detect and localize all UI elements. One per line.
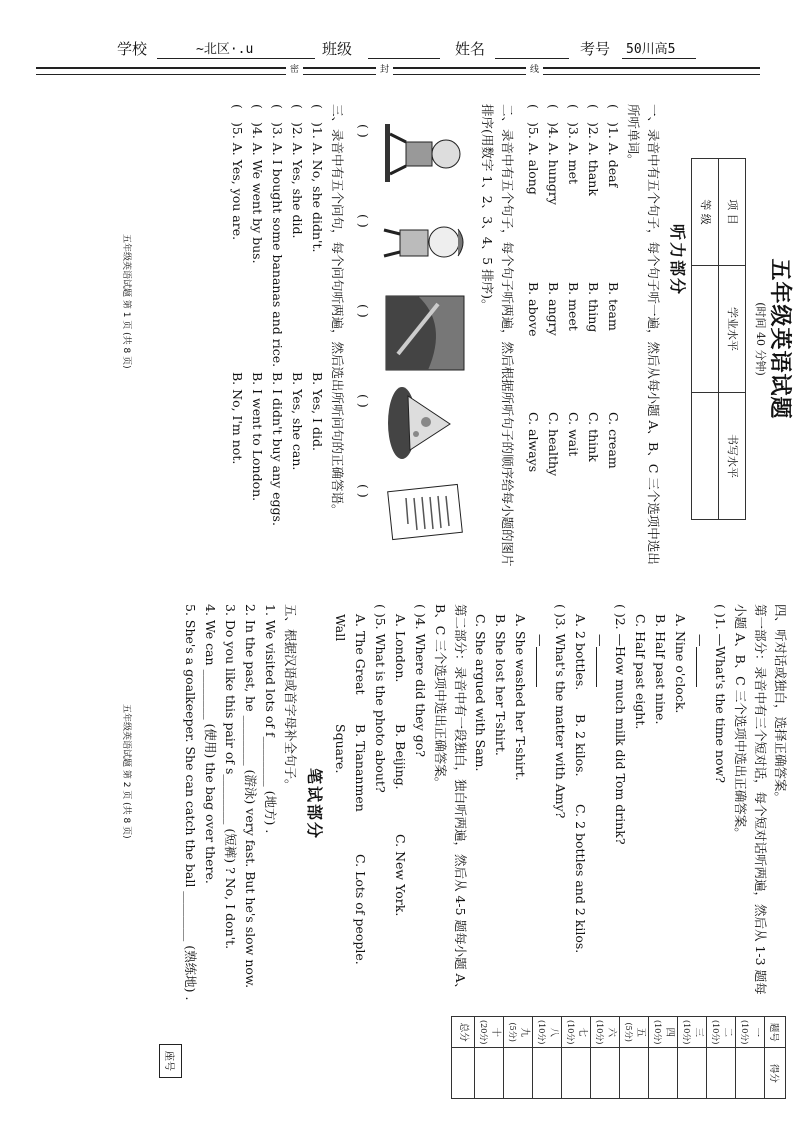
answer-bracket[interactable]: ( [586, 104, 601, 109]
question-row [287, 104, 307, 574]
s4-question-4: ( )4. Where did they go? [413, 604, 428, 757]
score-item-number: 三 [693, 1027, 704, 1037]
exam-no-value: 50川高5 [626, 42, 676, 57]
picture-order-bracket[interactable]: ( ) [356, 394, 371, 408]
answer-option: B. 2 kilos. [573, 714, 588, 777]
score-cell[interactable] [475, 1048, 504, 1099]
answer-bracket[interactable]: ( [606, 104, 621, 109]
grade-table-cell: 学业水平 [719, 266, 746, 393]
question-option-c: C. always [526, 412, 541, 473]
answer-bracket[interactable]: ( [250, 104, 265, 109]
grade-table-cell: 等 级 [692, 159, 719, 266]
score-item-points: (10分) [566, 1020, 575, 1045]
boy-playing-picture [382, 204, 468, 282]
answer-option: B. Half past nine. [653, 614, 668, 725]
score-item-label [562, 1017, 591, 1048]
score-item-number: 十 [490, 1027, 501, 1037]
answer-option: B. Tiananmen Square. [333, 724, 368, 812]
question-row [603, 104, 623, 574]
score-item-number: 二 [722, 1027, 733, 1037]
question-option-b: B. meet [566, 282, 581, 331]
score-item-number: 九 [519, 1027, 530, 1037]
score-item-number: 七 [577, 1027, 588, 1037]
score-item-points: (10分) [740, 1020, 749, 1045]
picture-order-bracket[interactable]: ( ) [356, 214, 371, 228]
page-1 [227, 104, 794, 574]
question-row [563, 104, 583, 574]
grade-table [691, 158, 746, 520]
section-5-instruction: 五、根据汉语或首字母补全句子。 [283, 604, 298, 792]
answer-option: A. The Great Wall [333, 614, 368, 695]
school-value: ~北区·.u [196, 42, 254, 57]
s4-question-3: ( )3. What's the matter with Amy? [553, 604, 568, 819]
answer-bracket[interactable]: ( [290, 104, 305, 109]
question-option-a: )4. A. We went by bus. [250, 122, 265, 264]
question-option-a: )1. A. deaf [606, 122, 621, 188]
name-label: 姓名 [455, 40, 486, 58]
answer-option: B. Beijing. [393, 724, 408, 790]
listening-title: 听力部分 [668, 224, 687, 297]
answer-bracket[interactable]: ( [310, 104, 325, 109]
s4-question-2: ( )2. —How much milk did Tom drink? [613, 604, 628, 845]
section-2 [353, 104, 517, 574]
score-item-points: (5分) [624, 1022, 633, 1042]
boy-skateboard-picture [382, 114, 468, 192]
score-item-label [533, 1017, 562, 1048]
fill-in-sentence[interactable]: 3. Do you like this pair of s________ (短裤) ? No, I don't. [223, 604, 238, 950]
question-option-a: )2. A. Yes, she did. [290, 122, 305, 239]
answer-option: A. 2 bottles. [573, 614, 588, 691]
score-cell[interactable] [562, 1048, 591, 1099]
score-cell[interactable] [533, 1048, 562, 1099]
score-cell[interactable] [452, 1048, 475, 1099]
score-cell[interactable] [736, 1048, 765, 1099]
score-table [451, 1016, 786, 1099]
answer-option: A. She washed her T-shirt. [513, 614, 528, 781]
question-option-b: B. above [526, 282, 541, 337]
seal-char-mid: 封 [376, 62, 393, 75]
exam-spread [94, 84, 794, 1116]
answer-bracket[interactable]: ( [270, 104, 285, 109]
question-row [583, 104, 603, 574]
score-cell[interactable] [591, 1048, 620, 1099]
question-option-b: B. angry [546, 282, 561, 336]
question-row [247, 104, 267, 574]
answer-option: C. Half past eight. [633, 614, 648, 730]
seal-char-left: 密 [286, 62, 303, 75]
score-item-number: 总分 [458, 1022, 469, 1042]
school-label: 学校 [117, 40, 148, 58]
score-item-label [678, 1017, 707, 1048]
question-row [227, 104, 247, 574]
answer-bracket[interactable]: ( [526, 104, 541, 109]
picture-row [379, 114, 471, 574]
question-option-b: B. I went to London. [250, 372, 265, 502]
score-item-points: (10分) [653, 1020, 662, 1045]
section-4-part2: 第二部分：录音中有一段独白，独白听两遍，然后从 4-5 题每小题 A、B、C 三个选项中选出正确答案。 [433, 604, 468, 996]
score-cell[interactable] [707, 1048, 736, 1099]
score-cell[interactable] [649, 1048, 678, 1099]
s4-question-1: ( )1. —What's the time now? [713, 604, 728, 783]
section-1-instruction: 一、录音中有五个句子，每个句子听一遍，然后从每小题 A、B、C 三个选项中选出所听单词。 [626, 104, 661, 565]
question-row [523, 104, 543, 574]
section-3 [227, 104, 347, 574]
landscape-picture [382, 294, 468, 372]
score-item-label [452, 1017, 475, 1048]
grade-table-cell: 书写水平 [719, 393, 746, 520]
writing-title: 笔试部分 [305, 767, 324, 840]
exam-title: 五年级英语试题 [767, 258, 793, 420]
score-header-no: 题号 [765, 1017, 786, 1048]
seal-char-right: 线 [526, 62, 543, 75]
question-option-a: )5. A. Yes, you are. [230, 122, 245, 241]
class-field[interactable] [368, 58, 440, 59]
question-option-b: B. No, I'm not. [230, 372, 245, 465]
page-2-footer: 五年级英语试题 第 2 页 (共 8 页) [121, 704, 131, 839]
question-option-a: )3. A. met [566, 122, 581, 185]
score-item-points: (10分) [682, 1020, 691, 1045]
score-item-points: (10分) [595, 1020, 604, 1045]
name-field[interactable] [495, 58, 569, 59]
paper-picture [382, 474, 468, 552]
picture-order-bracket[interactable]: ( ) [356, 484, 371, 498]
answer-option: B. She lost her T-shirt. [493, 614, 508, 756]
question-option-b: B. thing [586, 282, 601, 333]
fill-in-sentence[interactable]: 5. She's a goalkeeper. She can catch the ball ________ (熟练地) . [183, 604, 198, 1001]
grade-table-cell: 项 目 [719, 159, 746, 266]
score-item-number: 五 [635, 1027, 646, 1037]
question-option-c: C. think [586, 412, 601, 462]
question-row [307, 104, 327, 574]
exam-header [0, 38, 794, 64]
s4-question-5: ( )5. What is the photo about? [373, 604, 388, 793]
question-option-b: B. I didn't buy any eggs. [270, 372, 285, 526]
question-option-a: )5. A. along [526, 122, 541, 195]
page-2: 四、听对话或独白，选择正确答案。 第一部分：录音中有三个短对话，每个短对话听两遍，然后从 1-3 题每小题 A、B、C 三个选项中选出正确答案。 ( )1. —What's the time now? — A. Nine o'clock. B. Half past nine. C. Half past eight. ( )2. —How much milk did Tom drink? — A. 2 bottles. B. 2 kilos. C. 2 bottles and 2 kilos. ( )3. What's the matter with Amy? — A. She washed her T-shirt. B. She lost her T-shirt. C. She argued with Sam. 第二部分：录音中有一段独白，独白听两遍，然后从 4-5 题每小题 A、B、C 三个选项中选出正确答案。 ( )4. Where did they go? A. London. B. Beijing. C. New York. ( )5. What is the photo about? A. The Great Wall B. Tiananmen Square. C. Lots of people. 笔试部分 五、根据汉语或首字母补全句子。 1. We visited lots of f________ (地方) . 2. In the past, he ________ (游泳) very fast. But he's slow now. 3. Do you like this pair of s________ (短裤) ? No, I don't. 4. We can ________ (使用) the bag over there. 5. She's a goalkeeper. She can catch the ball ________ (熟练地) . [180, 604, 794, 1004]
seat-number-label: 座号 [163, 1051, 174, 1071]
score-item-label [591, 1017, 620, 1048]
answer-bracket[interactable]: ( [566, 104, 581, 109]
exam-time: (时间 40 分钟) [754, 302, 767, 376]
picture-order-bracket[interactable]: ( ) [356, 124, 371, 138]
question-option-a: )3. A. I bought some bananas and rice. [270, 122, 285, 368]
answer-option: C. New York. [393, 834, 408, 917]
question-option-c: C. healthy [546, 412, 561, 477]
score-cell[interactable] [504, 1048, 533, 1099]
school-field[interactable] [157, 58, 315, 59]
score-header-score: 得分 [765, 1048, 786, 1099]
class-label: 班级 [322, 40, 353, 58]
score-item-points: (5分) [508, 1022, 517, 1042]
score-item-number: 六 [606, 1027, 617, 1037]
question-option-a: )4. A. hungry [546, 122, 561, 205]
question-row [543, 104, 563, 574]
score-item-points: (10分) [711, 1020, 720, 1045]
score-table-wrap [451, 1016, 786, 1099]
seat-number-box[interactable] [159, 1044, 182, 1078]
cheese-picture [382, 384, 468, 462]
score-item-points: (10分) [537, 1020, 546, 1045]
page-1-footer: 五年级英语试题 第 1 页 (共 8 页) [121, 234, 131, 369]
answer-option: C. 2 bottles and 2 kilos. [573, 804, 588, 954]
question-option-a: )2. A. thank [586, 122, 601, 196]
score-item-label [736, 1017, 765, 1048]
score-item-number: 四 [664, 1027, 675, 1037]
rotated-sheet [0, 72, 794, 1122]
score-cell[interactable] [678, 1048, 707, 1099]
answer-option: A. London. [393, 614, 408, 683]
score-cell[interactable] [620, 1048, 649, 1099]
section-1 [523, 104, 663, 574]
fill-in-sentence[interactable]: 1. We visited lots of f________ (地方) . [263, 604, 278, 834]
question-option-b: B. team [606, 282, 621, 331]
grade-table-cell[interactable] [692, 393, 719, 520]
answer-bracket[interactable]: ( [230, 104, 245, 109]
section-3-instruction: 三、录音中有五个问句，每个问句听两遍，然后选出所听问句的正确答语。 [330, 104, 345, 517]
section-2-instruction: 二、录音中有五个句子，每个句子听两遍，然后根据所听句子的顺序给每小题的图片排序(用数字 1、2、3、4、5 排序)。 [480, 104, 515, 567]
answer-bracket[interactable]: ( [546, 104, 561, 109]
score-item-label [707, 1017, 736, 1048]
question-option-b: B. Yes, I did. [310, 372, 325, 451]
section-4-part1: 第一部分：录音中有三个短对话，每个短对话听两遍，然后从 1-3 题每小题 A、B、C 三个选项中选出正确答案。 [733, 604, 768, 995]
question-option-a: )1. A. No, she didn't. [310, 122, 325, 253]
question-option-b: B. Yes, she can. [290, 372, 305, 471]
answer-option: C. She argued with Sam. [473, 614, 488, 772]
score-item-label [649, 1017, 678, 1048]
score-item-number: 一 [751, 1027, 762, 1037]
score-item-label [475, 1017, 504, 1048]
score-item-number: 八 [548, 1027, 559, 1037]
grade-table-cell[interactable] [692, 266, 719, 393]
answer-option: A. Nine o'clock. [673, 614, 688, 714]
fill-in-sentence[interactable]: 2. In the past, he ________ (游泳) very fast. But he's slow now. [243, 604, 258, 989]
question-row [267, 104, 287, 574]
picture-order-bracket[interactable]: ( ) [356, 304, 371, 318]
score-item-label [504, 1017, 533, 1048]
answer-option: C. Lots of people. [353, 854, 368, 965]
question-option-c: C. cream [606, 412, 621, 469]
exam-no-label: 考号 [580, 40, 611, 58]
score-item-points: (20分) [479, 1020, 488, 1045]
section-4-instruction: 四、听对话或独白，选择正确答案。 [773, 604, 788, 805]
exam-no-field[interactable] [622, 58, 696, 59]
fill-in-sentence[interactable]: 4. We can ________ (使用) the bag over there. [203, 604, 218, 884]
score-item-label [620, 1017, 649, 1048]
question-option-c: C. wait [566, 412, 581, 457]
